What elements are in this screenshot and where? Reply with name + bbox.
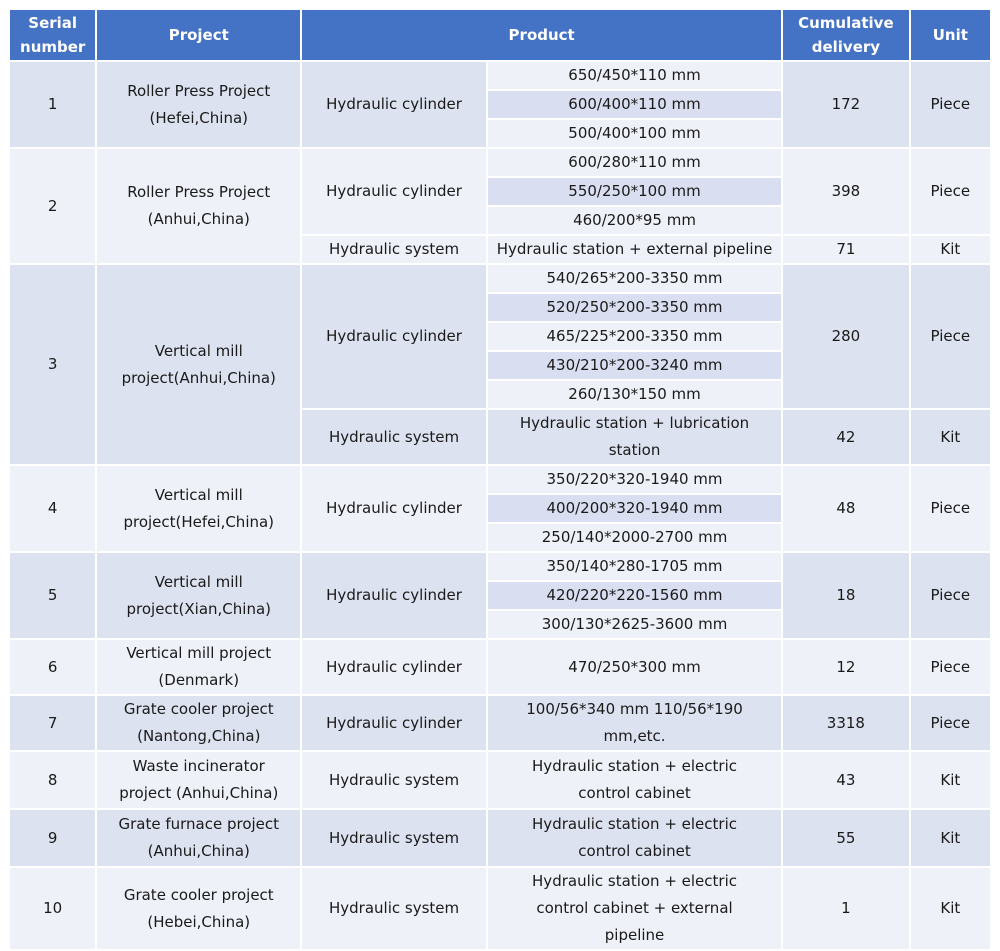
table-header-row	[10, 10, 990, 60]
product-spec-cell: Hydraulic station + lubrication station	[488, 410, 781, 464]
product-type-cell: Hydraulic cylinder	[302, 149, 486, 234]
product-spec-cell: 420/220*220-1560 mm	[488, 582, 781, 609]
table-row	[10, 149, 990, 176]
table-row	[10, 466, 990, 493]
unit-cell: Piece	[911, 553, 990, 638]
table-row	[10, 868, 990, 949]
table-row	[10, 553, 990, 580]
product-spec-cell: Hydraulic station + electric control cabinet + external pipeline	[488, 868, 781, 949]
header-serial: Serial number	[10, 10, 95, 60]
cumulative-delivery-cell: 42	[783, 410, 909, 464]
header-unit: Unit	[911, 10, 990, 60]
cumulative-delivery-cell: 55	[783, 810, 909, 866]
product-type-cell: Hydraulic system	[302, 810, 486, 866]
table-row	[10, 265, 990, 292]
cumulative-delivery-cell: 172	[783, 62, 909, 147]
unit-cell: Piece	[911, 62, 990, 147]
cumulative-delivery-cell: 12	[783, 640, 909, 694]
header-product: Product	[302, 10, 781, 60]
project-cell: Grate cooler project (Nantong,China)	[97, 696, 300, 750]
serial-cell: 4	[10, 466, 95, 551]
product-spec-cell: 540/265*200-3350 mm	[488, 265, 781, 292]
unit-cell: Kit	[911, 752, 990, 808]
product-spec-cell: 550/250*100 mm	[488, 178, 781, 205]
serial-cell: 8	[10, 752, 95, 808]
table-row	[10, 640, 990, 694]
project-cell: Grate furnace project (Anhui,China)	[97, 810, 300, 866]
product-spec-cell: Hydraulic station + external pipeline	[488, 236, 781, 263]
project-cell: Waste incinerator project (Anhui,China)	[97, 752, 300, 808]
project-cell: Roller Press Project (Hefei,China)	[97, 62, 300, 147]
product-spec-cell: 350/140*280-1705 mm	[488, 553, 781, 580]
cumulative-delivery-cell: 43	[783, 752, 909, 808]
product-type-cell: Hydraulic system	[302, 868, 486, 949]
product-type-cell: Hydraulic system	[302, 752, 486, 808]
product-spec-cell: Hydraulic station + electric control cabinet	[488, 810, 781, 866]
project-cell: Vertical mill project(Anhui,China)	[97, 265, 300, 464]
product-spec-cell: 300/130*2625-3600 mm	[488, 611, 781, 638]
serial-cell: 3	[10, 265, 95, 464]
product-spec-cell: 600/400*110 mm	[488, 91, 781, 118]
unit-cell: Piece	[911, 466, 990, 551]
serial-cell: 1	[10, 62, 95, 147]
product-type-cell: Hydraulic cylinder	[302, 62, 486, 147]
serial-cell: 5	[10, 553, 95, 638]
unit-cell: Kit	[911, 868, 990, 949]
product-type-cell: Hydraulic cylinder	[302, 265, 486, 408]
product-spec-cell: Hydraulic station + electric control cabinet	[488, 752, 781, 808]
project-cell: Grate cooler project (Hebei,China)	[97, 868, 300, 949]
product-type-cell: Hydraulic cylinder	[302, 696, 486, 750]
serial-cell: 10	[10, 868, 95, 949]
product-spec-cell: 350/220*320-1940 mm	[488, 466, 781, 493]
cumulative-delivery-cell: 3318	[783, 696, 909, 750]
unit-cell: Kit	[911, 410, 990, 464]
product-spec-cell: 100/56*340 mm 110/56*190 mm,etc.	[488, 696, 781, 750]
product-spec-cell: 470/250*300 mm	[488, 640, 781, 694]
product-spec-cell: 500/400*100 mm	[488, 120, 781, 147]
cumulative-delivery-cell: 280	[783, 265, 909, 408]
project-cell: Roller Press Project (Anhui,China)	[97, 149, 300, 263]
product-type-cell: Hydraulic system	[302, 410, 486, 464]
serial-cell: 9	[10, 810, 95, 866]
serial-cell: 2	[10, 149, 95, 263]
product-spec-cell: 465/225*200-3350 mm	[488, 323, 781, 350]
delivery-table	[8, 8, 992, 951]
product-spec-cell: 250/140*2000-2700 mm	[488, 524, 781, 551]
table-row	[10, 696, 990, 750]
unit-cell: Piece	[911, 149, 990, 234]
unit-cell: Kit	[911, 236, 990, 263]
unit-cell: Piece	[911, 640, 990, 694]
cumulative-delivery-cell: 18	[783, 553, 909, 638]
product-spec-cell: 460/200*95 mm	[488, 207, 781, 234]
serial-cell: 6	[10, 640, 95, 694]
unit-cell: Piece	[911, 696, 990, 750]
cumulative-delivery-cell: 398	[783, 149, 909, 234]
serial-cell: 7	[10, 696, 95, 750]
product-spec-cell: 430/210*200-3240 mm	[488, 352, 781, 379]
header-project: Project	[97, 10, 300, 60]
project-cell: Vertical mill project(Xian,China)	[97, 553, 300, 638]
unit-cell: Piece	[911, 265, 990, 408]
product-spec-cell: 260/130*150 mm	[488, 381, 781, 408]
project-cell: Vertical mill project(Hefei,China)	[97, 466, 300, 551]
product-type-cell: Hydraulic cylinder	[302, 640, 486, 694]
table-row	[10, 752, 990, 808]
header-cumulative: Cumulative delivery	[783, 10, 909, 60]
product-spec-cell: 520/250*200-3350 mm	[488, 294, 781, 321]
product-type-cell: Hydraulic cylinder	[302, 466, 486, 551]
product-spec-cell: 400/200*320-1940 mm	[488, 495, 781, 522]
project-cell: Vertical mill project (Denmark)	[97, 640, 300, 694]
product-spec-cell: 600/280*110 mm	[488, 149, 781, 176]
product-type-cell: Hydraulic system	[302, 236, 486, 263]
cumulative-delivery-cell: 48	[783, 466, 909, 551]
cumulative-delivery-cell: 71	[783, 236, 909, 263]
table-row	[10, 62, 990, 89]
unit-cell: Kit	[911, 810, 990, 866]
product-spec-cell: 650/450*110 mm	[488, 62, 781, 89]
product-type-cell: Hydraulic cylinder	[302, 553, 486, 638]
cumulative-delivery-cell: 1	[783, 868, 909, 949]
table-body	[10, 62, 990, 949]
table-row	[10, 810, 990, 866]
